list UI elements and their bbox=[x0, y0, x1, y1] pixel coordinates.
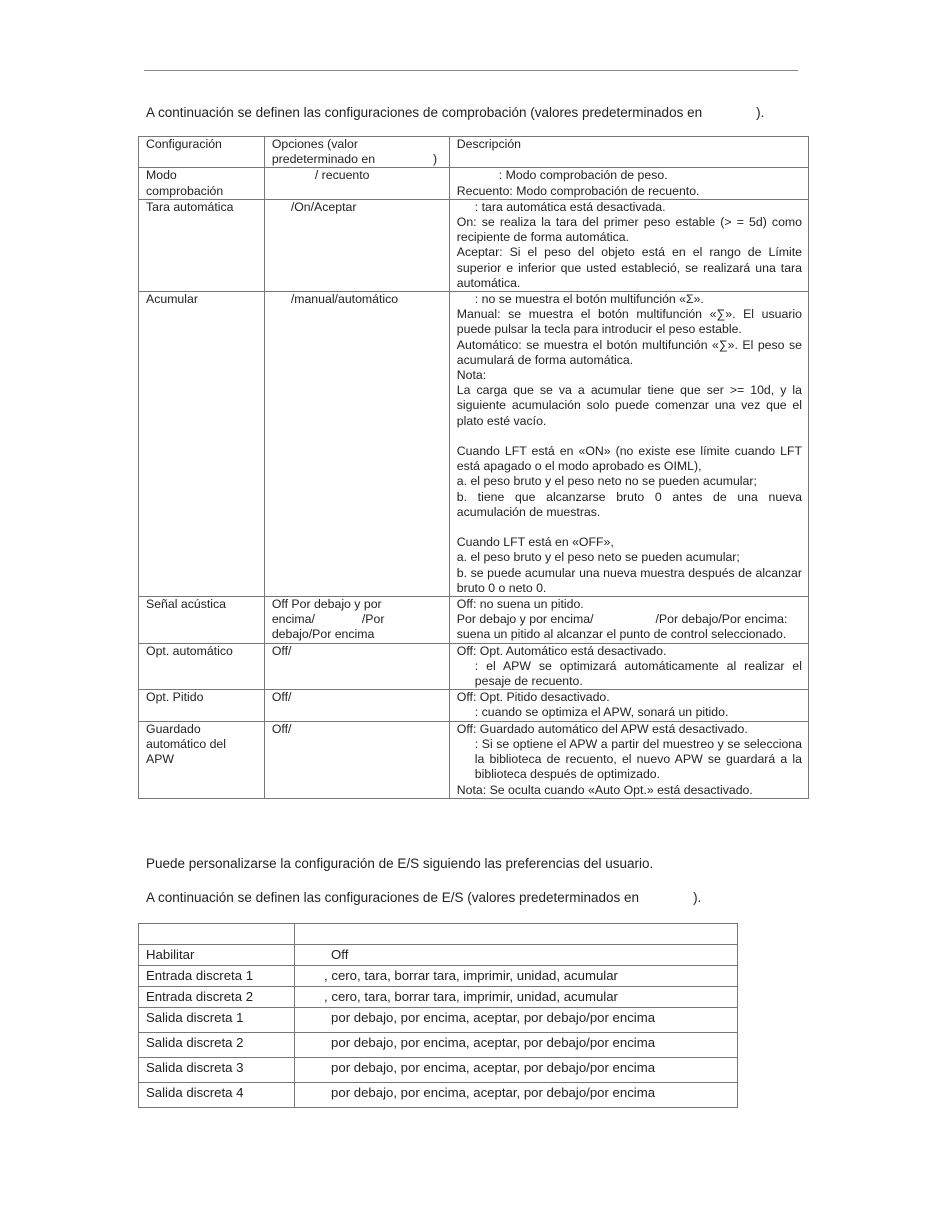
table-row bbox=[139, 597, 809, 644]
table-row bbox=[139, 292, 809, 597]
setting-options: Off/ bbox=[264, 643, 449, 690]
table-row bbox=[139, 168, 809, 199]
table-row bbox=[139, 1058, 738, 1083]
setting-options: / recuento bbox=[264, 168, 449, 199]
table-header-row bbox=[139, 137, 809, 168]
table-row bbox=[139, 1008, 738, 1033]
header-descripcion: Descripción bbox=[449, 137, 808, 168]
table-header-row bbox=[139, 924, 738, 945]
setting-name: Señal acústica bbox=[139, 597, 265, 644]
setting-description: : Modo comprobación de peso. Recuento: Modo comprobación de recuento. bbox=[449, 168, 808, 199]
io-settings-table bbox=[138, 923, 738, 1108]
setting-name: Tara automática bbox=[139, 199, 265, 291]
io-setting-name: Salida discreta 4 bbox=[139, 1083, 295, 1108]
setting-options: Off/ bbox=[264, 721, 449, 798]
io-setting-name: Habilitar bbox=[139, 945, 295, 966]
header-cell-empty bbox=[295, 924, 738, 945]
io-setting-value: , cero, tara, borrar tara, imprimir, unidad, acumular bbox=[295, 966, 738, 987]
header-rule bbox=[144, 70, 798, 71]
table-row bbox=[139, 690, 809, 721]
io-setting-value: por debajo, por encima, aceptar, por debajo/por encima bbox=[295, 1083, 738, 1108]
setting-options: /manual/automático bbox=[264, 292, 449, 597]
io-setting-value: por debajo, por encima, aceptar, por debajo/por encima bbox=[295, 1008, 738, 1033]
setting-description: Off: no suena un pitido. Por debajo y por encima/ /Por debajo/Por encima: suena un pitido al alcanzar el punto de control seleccionado. bbox=[449, 597, 808, 644]
setting-name: Opt. automático bbox=[139, 643, 265, 690]
io-setting-value: por debajo, por encima, aceptar, por debajo/por encima bbox=[295, 1033, 738, 1058]
setting-name: Guardado automático del APW bbox=[139, 721, 265, 798]
table-row bbox=[139, 945, 738, 966]
intro-paragraph-checkweigh: A continuación se definen las configuraciones de comprobación (valores predeterminados en ). bbox=[146, 105, 765, 120]
table-row bbox=[139, 1033, 738, 1058]
setting-description: Off: Guardado automático del APW está desactivado. : Si se optiene el APW a partir del muestreo y se selecciona la biblioteca de recuento, el nuevo APW se guardará a la biblioteca después de optimizado. Nota: Se oculta cuando «Auto Opt.» está desactivado. bbox=[449, 721, 808, 798]
setting-description: Off: Opt. Pitido desactivado. : cuando se optimiza el APW, sonará un pitido. bbox=[449, 690, 808, 721]
intro-paragraph-io-custom: Puede personalizarse la configuración de E/S siguiendo las preferencias del usuario. bbox=[146, 856, 654, 871]
table-row bbox=[139, 199, 809, 291]
table-row bbox=[139, 643, 809, 690]
io-setting-name: Salida discreta 3 bbox=[139, 1058, 295, 1083]
intro-paragraph-io: A continuación se definen las configuraciones de E/S (valores predeterminados en ). bbox=[146, 890, 702, 905]
header-configuracion: Configuración bbox=[139, 137, 265, 168]
setting-description: : no se muestra el botón multifunción «Σ». Manual: se muestra el botón multifunción «∑». El usuario puede pulsar la tecla para introducir el peso estable. Automático: se muestra el botón multifunción «∑». El peso se acumulará de forma automática. Nota: La carga que se va a acumular tiene que ser >= 10d, y la siguiente acumulación solo puede comenzar una vez que el plato esté vacío. Cuando LFT está en «ON» (no existe ese límite cuando LFT está apagado o el modo aprobado es OIML), a. el peso bruto y el peso neto no se pueden acumular; b. tiene que alcanzarse bruto 0 antes de una nueva acumulación de muestras. Cuando LFT está en «OFF», a. el peso bruto y el peso neto se pueden acumular; b. se puede acumular una nueva muestra después de alcanzar bruto 0 o neto 0. bbox=[449, 292, 808, 597]
io-setting-name: Entrada discreta 1 bbox=[139, 966, 295, 987]
setting-description: : tara automática está desactivada. On: se realiza la tara del primer peso estable (> = 5d) como recipiente de forma automática. Aceptar: Si el peso del objeto está en el rango de Límite superior e inferior que usted estableció, se realizará una tara automática. bbox=[449, 199, 808, 291]
setting-name: Opt. Pitido bbox=[139, 690, 265, 721]
io-setting-value: Off bbox=[295, 945, 738, 966]
io-setting-name: Salida discreta 1 bbox=[139, 1008, 295, 1033]
header-cell-empty bbox=[139, 924, 295, 945]
table-row bbox=[139, 987, 738, 1008]
io-setting-name: Entrada discreta 2 bbox=[139, 987, 295, 1008]
checkweigh-settings-table bbox=[138, 136, 809, 799]
table-row bbox=[139, 721, 809, 798]
setting-name: Modo comprobación bbox=[139, 168, 265, 199]
io-setting-value: , cero, tara, borrar tara, imprimir, unidad, acumular bbox=[295, 987, 738, 1008]
setting-options: Off/ bbox=[264, 690, 449, 721]
setting-options: Off Por debajo y por encima/ /Por debajo/Por encima bbox=[264, 597, 449, 644]
setting-description: Off: Opt. Automático está desactivado. : el APW se optimizará automáticamente al realizar el pesaje de recuento. bbox=[449, 643, 808, 690]
setting-options: /On/Aceptar bbox=[264, 199, 449, 291]
io-setting-name: Salida discreta 2 bbox=[139, 1033, 295, 1058]
header-opciones: Opciones (valor predeterminado en ) bbox=[264, 137, 449, 168]
table-row bbox=[139, 1083, 738, 1108]
setting-name: Acumular bbox=[139, 292, 265, 597]
io-setting-value: por debajo, por encima, aceptar, por debajo/por encima bbox=[295, 1058, 738, 1083]
table-row bbox=[139, 966, 738, 987]
